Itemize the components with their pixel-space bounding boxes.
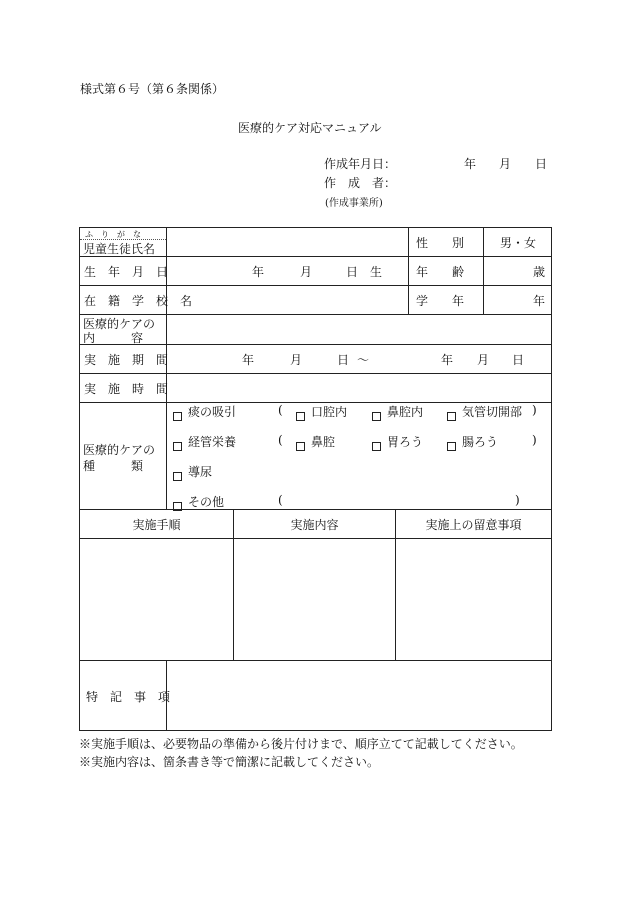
period-start-day[interactable]: 日 <box>337 353 350 367</box>
gender-value[interactable]: 男・女 <box>500 236 537 250</box>
enterostomy-checkbox[interactable] <box>447 442 456 451</box>
nasal-cavity-label: 鼻腔 <box>311 435 336 449</box>
period-start-year[interactable]: 年 <box>242 353 255 367</box>
created-date-label: 作成年月日： <box>324 157 397 171</box>
nasal-label: 鼻腔内 <box>387 405 424 419</box>
student-name-label: 児童生徒氏名 <box>83 242 156 256</box>
care-content-label-line2: 内 容 <box>83 331 144 345</box>
author-label: 作 成 者： <box>324 176 397 190</box>
footnote-2: ※実施内容は、箇条書き等で簡潔に記載してください。 <box>79 755 380 769</box>
other-paren-close: ) <box>515 493 520 507</box>
tube-feeding-checkbox[interactable] <box>173 442 182 451</box>
catheter-checkbox[interactable] <box>173 472 182 481</box>
suction-paren-open: ( <box>278 403 283 417</box>
suction-paren-close: ) <box>532 403 537 417</box>
period-end-day[interactable]: 日 <box>512 353 525 367</box>
suction-label: 痰の吸引 <box>188 405 237 419</box>
tube-paren-open: ( <box>278 433 283 447</box>
trachea-label: 気管切開部 <box>462 405 523 419</box>
procedure-content-header: 実施内容 <box>290 518 339 532</box>
age-label: 年 齢 <box>416 265 465 279</box>
gastrostomy-label: 胃ろう <box>387 435 424 449</box>
procedure-notes-header: 実施上の留意事項 <box>425 518 522 532</box>
other-field[interactable] <box>288 493 513 507</box>
procedure-content-field[interactable] <box>234 539 394 659</box>
grade-unit[interactable]: 年 <box>533 294 546 308</box>
period-label: 実 施 期 間 <box>84 353 169 367</box>
oral-label: 口腔内 <box>311 405 348 419</box>
office-note: (作成事業所) <box>325 198 383 209</box>
period-tilde: 〜 <box>357 353 370 367</box>
other-paren-open: ( <box>278 493 283 507</box>
nasal-checkbox[interactable] <box>372 412 381 421</box>
period-start-month[interactable]: 月 <box>290 353 303 367</box>
form-number: 様式第６号（第６条関係） <box>80 82 225 96</box>
time-field[interactable] <box>167 374 550 401</box>
procedure-steps-header: 実施手順 <box>132 518 181 532</box>
period-end-month[interactable]: 月 <box>477 353 490 367</box>
student-name-field[interactable] <box>167 228 407 255</box>
oral-checkbox[interactable] <box>296 412 305 421</box>
age-unit[interactable]: 歳 <box>533 265 546 279</box>
birth-day[interactable]: 日 生 <box>346 265 383 279</box>
remarks-field[interactable] <box>167 661 550 729</box>
birth-month[interactable]: 月 <box>300 265 313 279</box>
catheter-label: 導尿 <box>188 465 213 479</box>
remarks-label: 特 記 事 項 <box>86 690 171 704</box>
furigana-label: ふ り が な <box>85 230 141 239</box>
tube-feeding-label: 経管栄養 <box>188 435 237 449</box>
school-label: 在 籍 学 校 名 <box>84 294 193 308</box>
care-type-label-line2: 種 類 <box>83 459 144 473</box>
birth-date-label: 生 年 月 日 <box>84 265 169 279</box>
grade-label: 学 年 <box>416 294 465 308</box>
period-end-year[interactable]: 年 <box>441 353 454 367</box>
procedure-steps-field[interactable] <box>80 539 232 659</box>
other-checkbox[interactable] <box>173 502 182 511</box>
suction-checkbox[interactable] <box>173 412 182 421</box>
other-label: その他 <box>188 495 225 509</box>
created-year[interactable]: 年 <box>464 157 477 171</box>
footnote-1: ※実施手順は、必要物品の準備から後片付けまで、順序立てて記載してください。 <box>79 737 523 751</box>
school-field[interactable] <box>167 286 407 313</box>
procedure-notes-field[interactable] <box>396 539 550 659</box>
gastrostomy-checkbox[interactable] <box>372 442 381 451</box>
time-label: 実 施 時 間 <box>84 382 169 396</box>
care-content-label-line1: 医療的ケアの <box>83 317 156 331</box>
birth-year[interactable]: 年 <box>252 265 265 279</box>
created-day[interactable]: 日 <box>535 157 548 171</box>
gender-label: 性 別 <box>416 236 465 250</box>
nasal-cavity-checkbox[interactable] <box>296 442 305 451</box>
enterostomy-label: 腸ろう <box>462 435 499 449</box>
document-title: 医療的ケア対応マニュアル <box>238 121 382 135</box>
care-content-field[interactable] <box>167 315 550 343</box>
trachea-checkbox[interactable] <box>447 412 456 421</box>
care-type-label-line1: 医療的ケアの <box>83 443 156 457</box>
created-month[interactable]: 月 <box>499 157 512 171</box>
tube-paren-close: ) <box>532 433 537 447</box>
